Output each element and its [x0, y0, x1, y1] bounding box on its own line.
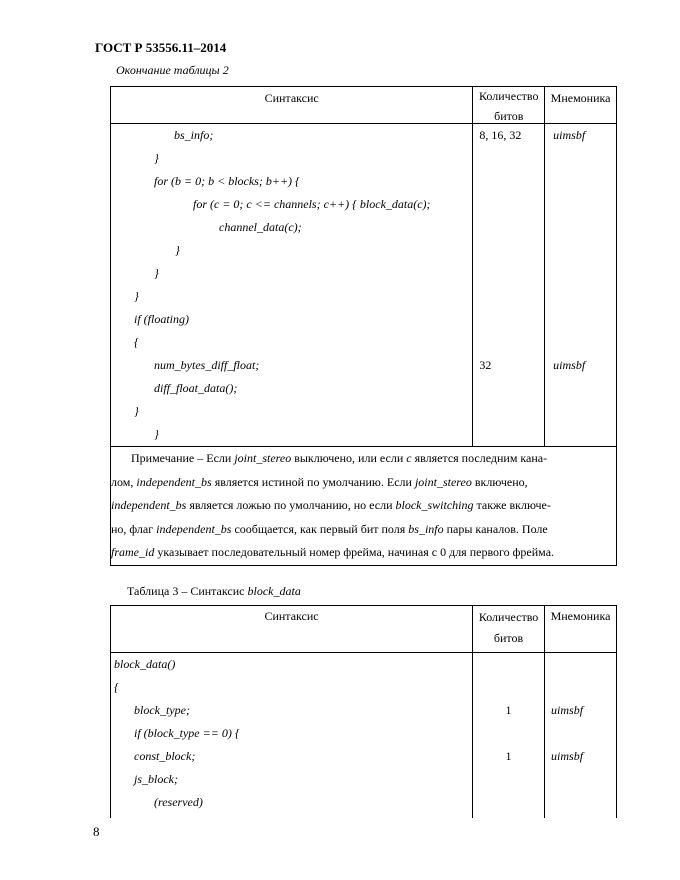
table3-col-mnemonic: Мнемоника [545, 606, 617, 653]
table2-body-row [111, 124, 617, 447]
page-number: 8 [93, 824, 100, 839]
mnemonic-value: uimsbf [551, 703, 584, 717]
mnemonic-value: uimsbf [553, 358, 586, 372]
table2-bits-cell [473, 124, 545, 447]
table2-header-row [111, 87, 617, 124]
note-text: Примечание – Если [131, 451, 235, 465]
note-text: сообщается, как первый бит поля [231, 521, 409, 536]
table3 [110, 605, 617, 818]
note-text: является ложью по умолчанию, но если [186, 498, 396, 512]
code-line: for (c = 0; c <= channels; c++) { block_data(c); [193, 197, 431, 211]
code-line: (reserved) [154, 795, 203, 809]
code-line: } [175, 243, 180, 257]
table2-col-mnemonic: Мнемоника [545, 87, 617, 124]
table3-col-bits-line1: Количество [478, 610, 539, 624]
table2-note [111, 447, 617, 566]
code-line: } [154, 266, 159, 280]
bits-value: 1 [505, 703, 512, 717]
table2-col-bits [473, 87, 545, 124]
table2 [110, 86, 617, 566]
note-text: включено, [471, 474, 528, 489]
code-line: if (block_type == 0) { [134, 726, 240, 740]
table3-header-row [111, 606, 617, 653]
note-line-5 [111, 541, 616, 565]
note-term: joint_stereo [234, 451, 292, 465]
note-line-4 [111, 518, 616, 542]
code-line: const_block; [134, 749, 196, 763]
table2-note-row [111, 447, 617, 566]
note-text: лом, [111, 474, 137, 489]
code-line: { [114, 680, 119, 694]
code-line: block_data() [114, 657, 176, 671]
note-term: joint_stereo [414, 474, 472, 489]
code-line: } [154, 151, 159, 165]
note-term: c [406, 451, 412, 465]
table3-caption [127, 584, 301, 599]
table3-bits-cell [473, 653, 545, 819]
table2-col-bits-line1: Количество [479, 89, 539, 103]
code-line: } [154, 427, 159, 441]
table2-col-bits-line2: битов [494, 109, 524, 123]
bits-value: 1 [505, 749, 512, 763]
table3-syntax-cell [111, 653, 473, 819]
mnemonic-value: uimsbf [553, 128, 586, 142]
note-text: является последним кана- [411, 451, 548, 465]
note-text: является истиной по умолчанию. Если [211, 474, 415, 489]
note-term: independent_bs [156, 521, 232, 536]
code-line: { [134, 335, 139, 349]
code-line: } [134, 404, 139, 418]
note-text: выключено, или если [291, 451, 407, 465]
table3-col-bits-line2: битов [493, 631, 524, 645]
note-text: пары каналов. Поле [443, 521, 548, 536]
table3-caption-name: block_data [247, 584, 301, 598]
note-term: frame_id [111, 545, 155, 559]
note-text: также включе- [473, 498, 551, 512]
code-line: bs_info; [174, 128, 214, 142]
note-text: указывает последовательный номер фрейма, начиная с 0 для первого фрейма. [154, 545, 555, 559]
note-line-2 [111, 471, 616, 495]
code-line: num_bytes_diff_float; [154, 358, 260, 372]
table3-mnemonic-cell [545, 653, 617, 819]
bits-value: 32 [479, 358, 492, 372]
note-term: bs_info [408, 521, 444, 536]
code-line: channel_data(c); [219, 220, 302, 234]
code-line: for (b = 0; b < blocks; b++) { [154, 174, 300, 188]
note-line-1 [111, 447, 616, 471]
code-line: block_type; [134, 703, 190, 717]
note-term: independent_bs [111, 498, 187, 512]
table2-mnemonic-cell [545, 124, 617, 447]
note-line-3 [111, 494, 616, 518]
code-line: diff_float_data(); [154, 381, 238, 395]
table2-syntax-cell [111, 124, 473, 447]
note-term: independent_bs [136, 474, 212, 489]
note-text: но, флаг [111, 521, 157, 536]
note-term: block_switching [395, 498, 474, 512]
bits-value: 8, 16, 32 [479, 128, 522, 142]
table2-col-syntax: Синтаксис [111, 87, 473, 124]
table3-col-bits [473, 606, 545, 653]
code-line: } [134, 289, 139, 303]
mnemonic-value: uimsbf [551, 749, 584, 763]
code-line: js_block; [134, 772, 178, 786]
document-header: ГОСТ Р 53556.11–2014 [95, 40, 227, 55]
table3-col-syntax: Синтаксис [111, 606, 473, 653]
table3-body-row [111, 653, 617, 819]
table2-caption: Окончание таблицы 2 [116, 63, 229, 77]
code-line: if (floating) [134, 312, 189, 326]
table3-caption-text: Таблица 3 – Синтаксис [127, 584, 248, 598]
